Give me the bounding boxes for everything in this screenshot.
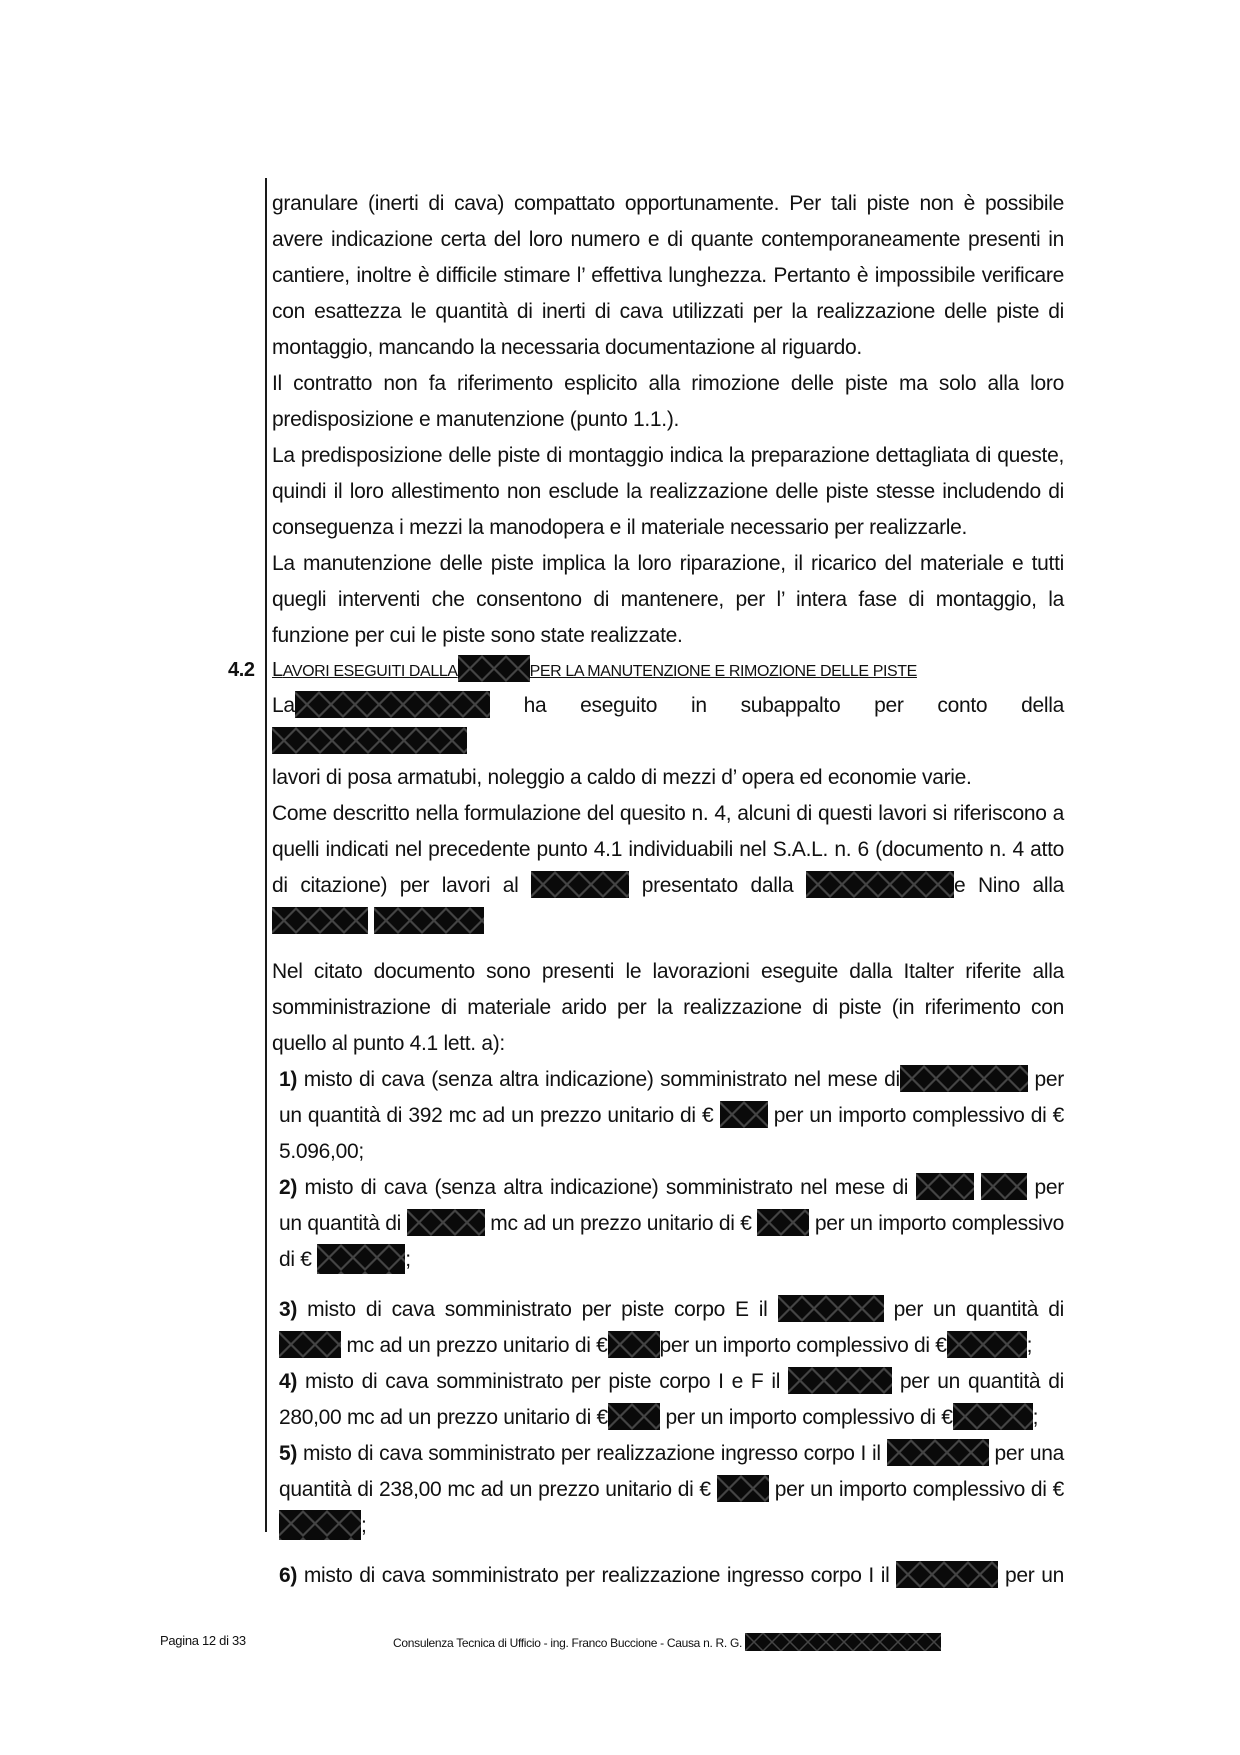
list-item-6: 6) misto di cava somministrato per realizzazione ingresso corpo I il per un bbox=[272, 1558, 1064, 1594]
redaction-box bbox=[947, 1331, 1027, 1358]
footer-text: Consulenza Tecnica di Ufficio - ing. Franco Buccione - Causa n. R. G. bbox=[393, 1633, 941, 1651]
document-body bbox=[228, 186, 1065, 1594]
redaction-box bbox=[279, 1331, 341, 1358]
redaction-box bbox=[295, 691, 490, 718]
list-item-5: 5) misto di cava somministrato per realizzazione ingresso corpo I il per una quantità di 238,00 mc ad un prezzo unitario di € per un importo complessivo di € ; bbox=[272, 1436, 1064, 1544]
paragraph-2: Il contratto non fa riferimento esplicito alla rimozione delle piste ma solo alla loro predisposizione e manutenzione (punto 1.1.). bbox=[272, 372, 1064, 431]
redaction-box bbox=[272, 907, 368, 934]
redaction-box bbox=[778, 1295, 884, 1322]
list-item-2: 2) misto di cava (senza altra indicazione) somministrato nel mese di per un quantità di mc ad un prezzo unitario di € per un importo complessivo di € ; bbox=[272, 1170, 1064, 1278]
redaction-box bbox=[458, 655, 530, 682]
redaction-box bbox=[374, 907, 484, 934]
list-item-1: 1) misto di cava (senza altra indicazione) somministrato nel mese di per un quantità di 392 mc ad un prezzo unitario di € per un importo complessivo di € 5.096,00; bbox=[272, 1062, 1064, 1170]
redaction-box bbox=[531, 871, 629, 898]
redaction-box bbox=[896, 1561, 998, 1588]
redaction-box bbox=[806, 871, 954, 898]
redaction-box bbox=[279, 1510, 361, 1540]
redaction-box bbox=[887, 1439, 989, 1466]
section-heading bbox=[228, 654, 1064, 688]
paragraph-3: La predisposizione delle piste di montaggio indica la preparazione dettagliata di queste, quindi il loro allestimento non esclude la realizzazione delle piste stesse includendo di conseguenza i mezzi la manodopera e il materiale necessario per realizzarle. bbox=[272, 444, 1064, 539]
paragraph-4: La manutenzione delle piste implica la loro riparazione, il ricarico del materiale e tutti quegli interventi che consentono di mantenere, per l’ intera fase di montaggio, la funzione per cui le piste sono state realizzate. bbox=[272, 552, 1064, 647]
margin-rule bbox=[265, 178, 267, 1532]
redaction-box bbox=[953, 1403, 1033, 1430]
redaction-box bbox=[272, 727, 467, 754]
list-item-3: 3) misto di cava somministrato per piste corpo E il per un quantità di mc ad un prezzo unitario di € per un importo complessivo di € ; bbox=[272, 1292, 1064, 1364]
paragraph-7: Nel citato documento sono presenti le lavorazioni eseguite dalla Italter riferite alla somministrazione di materiale arido per la realizzazione di piste (in riferimento con quello al punto 4.1 lett. a): bbox=[272, 960, 1064, 1055]
redaction-box bbox=[757, 1209, 809, 1236]
redaction-box bbox=[788, 1367, 892, 1394]
section-title: LAVORI ESEGUITI DALLA PER LA MANUTENZIONE E RIMOZIONE DELLE PISTE bbox=[272, 663, 917, 680]
redaction-box bbox=[317, 1244, 405, 1274]
redaction-box bbox=[407, 1209, 485, 1236]
redaction-box bbox=[720, 1101, 768, 1128]
redaction-box bbox=[916, 1173, 974, 1200]
section-number: 4.2 bbox=[228, 659, 255, 681]
redaction-box bbox=[608, 1403, 660, 1430]
redaction-box bbox=[900, 1065, 1028, 1092]
page-number: Pagina 12 di 33 bbox=[160, 1633, 246, 1648]
redaction-box bbox=[608, 1331, 660, 1358]
redaction-box bbox=[981, 1173, 1027, 1200]
paragraph-6: Come descritto nella formulazione del quesito n. 4, alcuni di questi lavori si riferiscono a quelli indicati nel precedente punto 4.1 individuabili nel S.A.L. n. 6 (documento n. 4 atto di citazione) per lavori al presentato dalla e Nino alla bbox=[272, 796, 1064, 940]
paragraph-5-line-2: lavori di posa armatubi, noleggio a caldo di mezzi d’ opera ed economie varie. bbox=[272, 766, 972, 789]
redaction-box bbox=[717, 1475, 769, 1502]
redaction-box bbox=[745, 1633, 941, 1651]
paragraph-1: granulare (inerti di cava) compattato opportunamente. Per tali piste non è possibile avere indicazione certa del loro numero e di quante contemporaneamente presenti in cantiere, inoltre è difficile stimare l’ effettiva lunghezza. Pertanto è impossibile verificare con esattezza le quantità di inerti di cava utilizzati per la realizzazione delle piste di montaggio, mancando la necessaria documentazione al riguardo. bbox=[272, 192, 1064, 359]
list-item-4: 4) misto di cava somministrato per piste corpo I e F il per un quantità di 280,00 mc ad un prezzo unitario di € per un importo complessivo di € ; bbox=[272, 1364, 1064, 1436]
paragraph-5-line-1: La ha eseguito in subappalto per conto della bbox=[272, 688, 1064, 760]
